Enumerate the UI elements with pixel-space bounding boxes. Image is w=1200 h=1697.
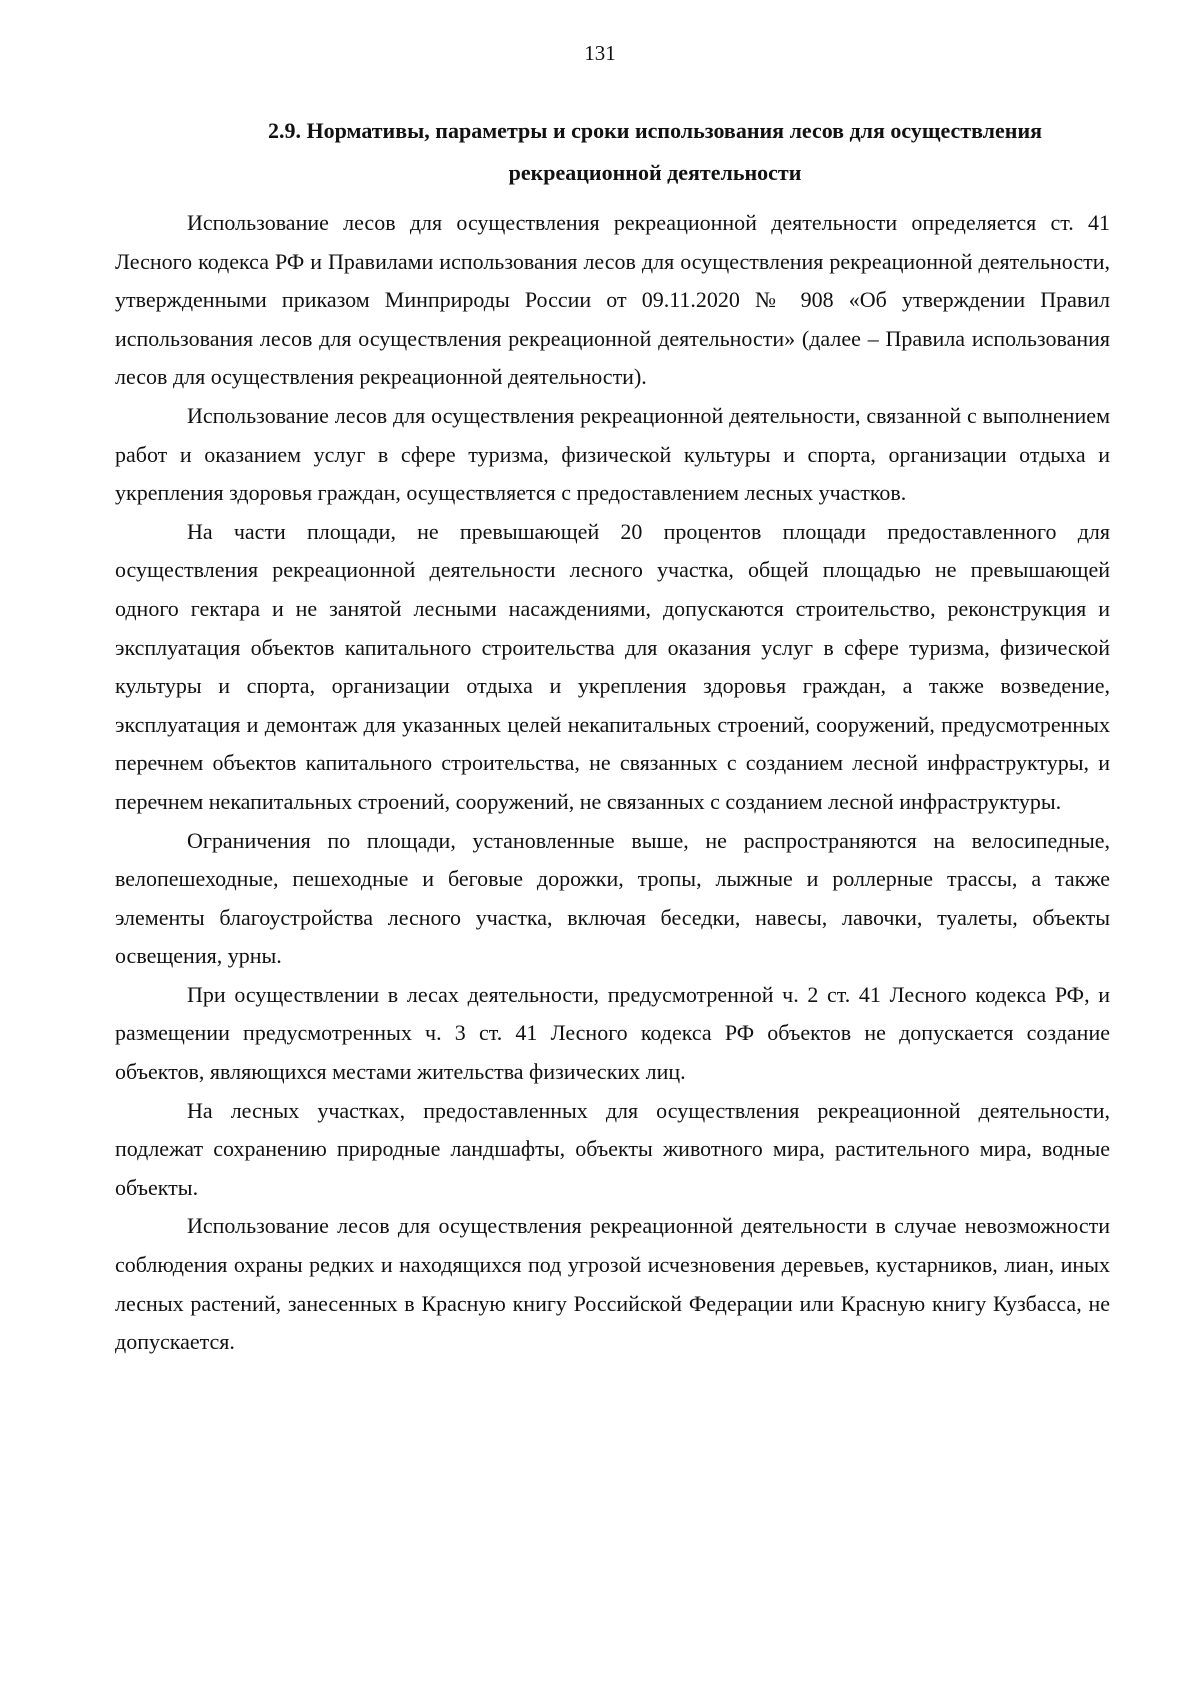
paragraph-5: При осуществлении в лесах деятельности, предусмотренной ч. 2 ст. 41 Лесного кодекса РФ, и размещении предусмотренных ч. 3 ст. 41 Лесного кодекса РФ объектов не допускается создание объектов, являющихся местами жительства физических лиц.: [115, 981, 1110, 1085]
paragraph-7: Использование лесов для осуществления рекреационной деятельности в случае невозможности соблюдения охраны редких и находящихся под угрозой исчезновения деревьев, кустарников, лиан, иных лесных растений, занесенных в Красную книгу Российской Федерации или Красную книгу Кузбасса, не допускается.: [115, 1213, 1110, 1355]
paragraph-4: Ограничения по площади, установленные выше, не распространяются на велосипедные, велопешеходные, пешеходные и беговые дорожки, тропы, лыжные и роллерные трассы, а также элементы благоустройства лесного участка, включая беседки, навесы, лавочки, туалеты, объекты освещения, урны.: [115, 827, 1110, 969]
paragraph-6: На лесных участках, предоставленных для осуществления рекреационной деятельности, подлежат сохранению природные ландшафты, объекты животного мира, растительного мира, водные объекты.: [115, 1097, 1110, 1200]
section-heading: [210, 110, 1100, 194]
page-number: 131: [584, 41, 616, 65]
section-heading-line-2: рекреационной деятельности: [508, 160, 802, 185]
paragraph-3: На части площади, не превышающей 20 процентов площади предоставленного для осуществления рекреационной деятельности лесного участка, общей площадью не превышающей одного гектара и не занятой лесными насаждениями, допускаются строительство, реконструкция и эксплуатация объектов капитального строительства для оказания услуг в сфере туризма, физической культуры и спорта, организации отдыха и укрепления здоровья граждан, а также возведение, эксплуатация и демонтаж для указанных целей некапитальных строений, сооружений, предусмотренных перечнем объектов капитального строительства, не связанных с созданием лесной инфраструктуры, и перечнем некапитальных строений, сооружений, не связанных с созданием лесной инфраструктуры.: [115, 518, 1110, 814]
body-text: [115, 204, 1110, 1362]
paragraph-1: Использование лесов для осуществления рекреационной деятельности определяется ст. 41 Лесного кодекса РФ и Правилами использования лесов для осуществления рекреационной деятельности, утвержденными приказом Минприроды России от 09.11.2020 № 908 «Об утверждении Правил использования лесов для осуществления рекреационной деятельности» (далее – Правила использования лесов для осуществления рекреационной деятельности).: [115, 210, 1110, 390]
section-heading-line-1: 2.9. Нормативы, параметры и сроки использования лесов для осуществления: [267, 118, 1043, 143]
paragraph-2: Использование лесов для осуществления рекреационной деятельности, связанной с выполнением работ и оказанием услуг в сфере туризма, физической культуры и спорта, организации отдыха и укрепления здоровья граждан, осуществляется с предоставлением лесных участков.: [115, 402, 1110, 506]
